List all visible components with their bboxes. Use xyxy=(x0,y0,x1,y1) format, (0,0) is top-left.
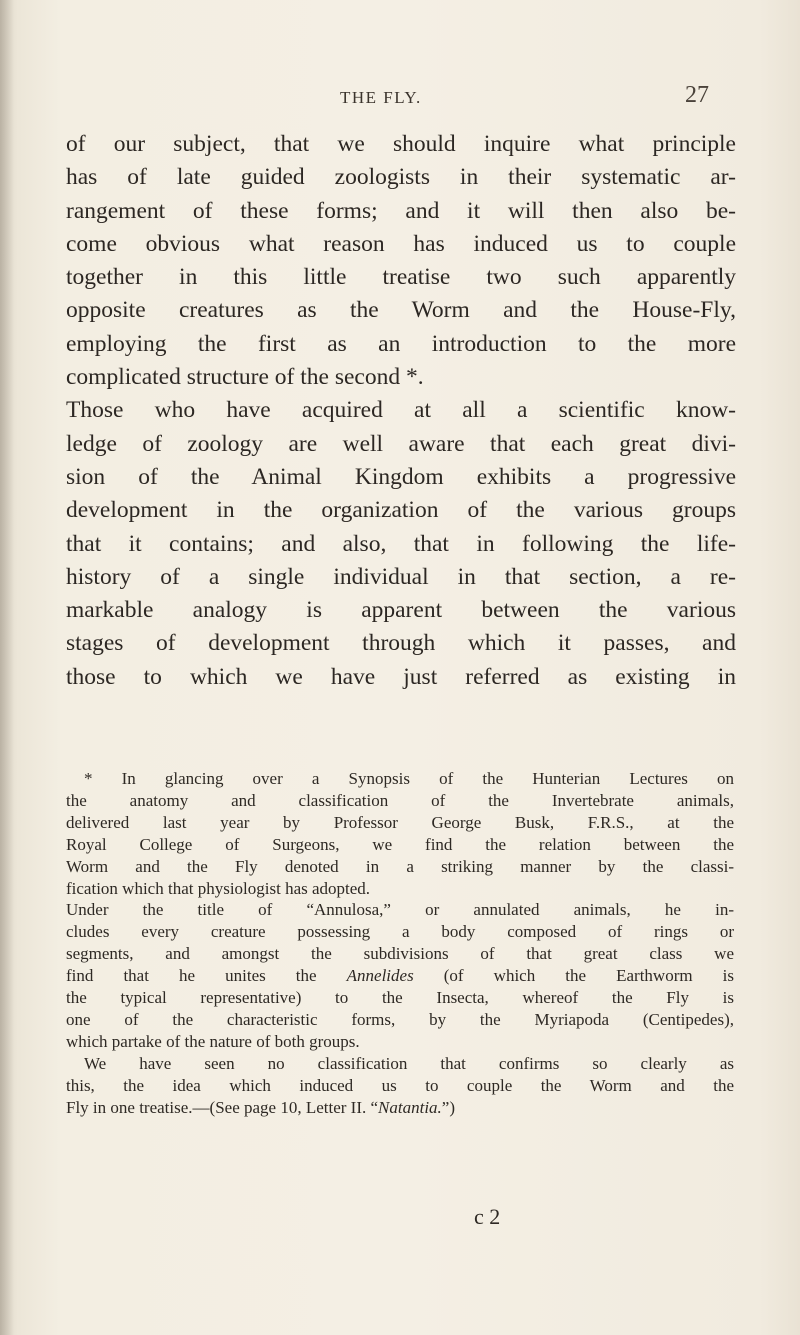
footnote-line: Fly in one treatise.—(See page 10, Letter II. “Natantia.”) xyxy=(66,1097,456,1117)
footnote-line: this, the idea which induced us to couple the Worm and the xyxy=(66,1075,734,1095)
footnote-line: segments, and amongst the subdivisions of that great class we xyxy=(66,944,734,964)
footnote xyxy=(66,768,734,1119)
text-line: employing the first as an introduction to the more xyxy=(66,330,736,357)
footnote-line: one of the characteristic forms, by the Myriapoda (Centipedes), xyxy=(66,1009,734,1029)
text-line: sion of the Animal Kingdom exhibits a progressive xyxy=(66,463,736,490)
page-gutter-shadow xyxy=(0,0,14,1335)
footnote-line: delivered last year by Professor George Busk, F.R.S., at the xyxy=(66,812,734,832)
text-line: rangement of these forms; and it will then also be- xyxy=(66,197,736,224)
text-line: that it contains; and also, that in following the life- xyxy=(66,530,736,557)
footnote-line: cludes every creature possessing a body composed of rings or xyxy=(66,922,734,942)
footnote-line: We have seen no classification that confirms so clearly as xyxy=(84,1053,734,1073)
running-title: THE FLY. xyxy=(340,88,422,107)
footnote-line: the anatomy and classification of the Invertebrate animals, xyxy=(66,790,734,810)
page-number: 27 xyxy=(685,82,709,108)
text-line: development in the organization of the various groups xyxy=(66,497,736,524)
main-text xyxy=(66,128,736,694)
text-line: has of late guided zoologists in their systematic ar- xyxy=(66,164,736,191)
text-line: complicated structure of the second *. xyxy=(66,364,424,391)
text-line: of our subject, that we should inquire what principle xyxy=(66,131,736,157)
text-line: Those who have acquired at all a scientific know- xyxy=(66,397,736,424)
text-line: history of a single individual in that section, a re- xyxy=(66,563,736,590)
text-line: stages of development through which it passes, and xyxy=(66,630,736,657)
text-line: markable analogy is apparent between the various xyxy=(66,597,736,624)
text-line: ledge of zoology are well aware that each great divi- xyxy=(66,430,736,457)
footnote-line: which partake of the nature of both groups. xyxy=(66,1031,360,1051)
footnote-line: Under the title of “Annulosa,” or annulated animals, he in- xyxy=(66,900,734,920)
text-line: together in this little treatise two such apparently xyxy=(66,264,736,291)
signature-mark: c 2 xyxy=(474,1204,501,1229)
text-line: come obvious what reason has induced us to couple xyxy=(66,230,736,257)
footnote-line: Royal College of Surgeons, we find the relation between the xyxy=(66,834,734,854)
footnote-line: the typical representative) to the Insecta, whereof the Fly is xyxy=(66,988,734,1008)
text-line: those to which we have just referred as existing in xyxy=(66,663,736,690)
text-line: opposite creatures as the Worm and the House-Fly, xyxy=(66,297,736,324)
page-header xyxy=(0,82,800,118)
footnote-line: fication which that physiologist has adopted. xyxy=(66,878,371,898)
footnote-line: Worm and the Fly denoted in a striking manner by the classi- xyxy=(66,856,734,876)
footnote-line: * In glancing over a Synopsis of the Hunterian Lectures on xyxy=(84,769,734,788)
footnote-line: find that he unites the Annelides (of which the Earthworm is xyxy=(66,966,734,986)
